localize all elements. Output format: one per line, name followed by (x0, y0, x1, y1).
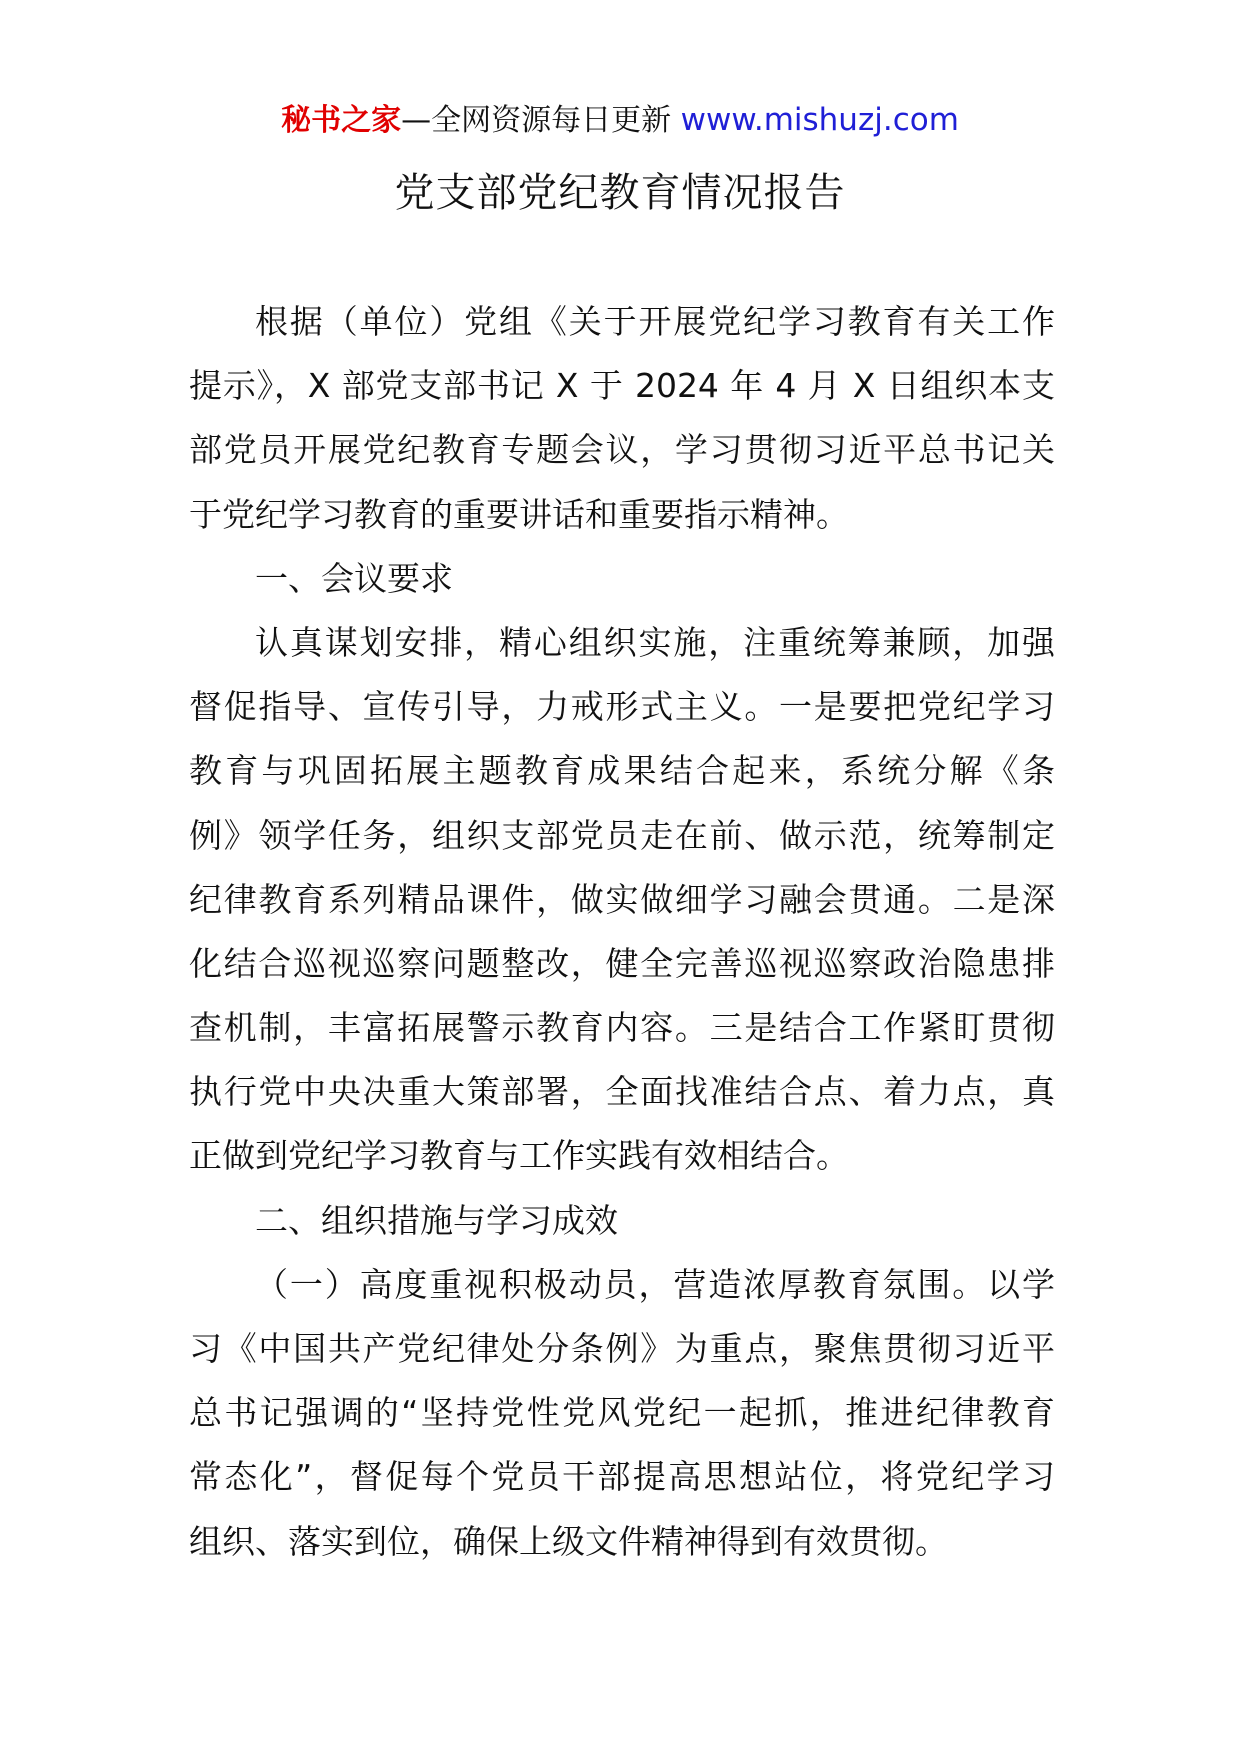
section-heading: 一、会议要求 (255, 558, 453, 598)
document-title: 党支部党纪教育情况报告 (394, 170, 846, 216)
paragraph-line: 例》领学任务，组织支部党员走在前、做示范，统筹制定 (189, 815, 1055, 855)
document-body (189, 290, 1055, 1574)
section-heading: 二、组织措施与学习成效 (255, 1200, 618, 1240)
paragraph-line: 查机制，丰富拓展警示教育内容。三是结合工作紧盯贯彻 (189, 1008, 1055, 1048)
paragraph-line: 教育与巩固拓展主题教育成果结合起来，系统分解《条 (189, 751, 1055, 791)
site-header (0, 98, 1240, 143)
paragraph-line: 正做到党纪学习教育与工作实践有效相结合。 (189, 1136, 849, 1176)
paragraph-line: 化结合巡视巡察问题整改，健全完善巡视巡察政治隐患排 (189, 943, 1055, 983)
paragraph-line: 部党员开展党纪教育专题会议，学习贯彻习近平总书记关 (189, 430, 1055, 470)
paragraph-line: 组织、落实到位，确保上级文件精神得到有效贯彻。 (189, 1521, 948, 1561)
paragraph-line: 认真谋划安排，精心组织实施，注重统筹兼顾，加强 (255, 622, 1055, 662)
paragraph-line: （一）高度重视积极动员，营造浓厚教育氛围。以学 (255, 1264, 1055, 1304)
paragraph-line: 常态化”，督促每个党员干部提高思想站位，将党纪学习 (189, 1457, 1055, 1497)
paragraph-line: 根据（单位）党组《关于开展党纪学习教育有关工作 (255, 302, 1055, 341)
paragraph-line: 提示》，X 部党支部书记 X 于 2024 年 4 月 X 日组织本支 (189, 366, 1055, 406)
paragraph-line: 习《中国共产党纪律处分条例》为重点，聚焦贯彻习近平 (189, 1329, 1055, 1368)
paragraph-line: 督促指导、宣传引导，力戒形式主义。一是要把党纪学习 (189, 687, 1055, 727)
site-slogan: —全网资源每日更新 (401, 103, 672, 138)
paragraph-line: 于党纪学习教育的重要讲话和重要指示精神。 (189, 494, 849, 534)
paragraph-line: 总书记强调的“坚持党性党风党纪一起抓，推进纪律教育 (189, 1393, 1055, 1433)
site-brand: 秘书之家 (281, 103, 402, 138)
paragraph-line: 纪律教育系列精品课件，做实做细学习融会贯通。二是深 (189, 879, 1055, 919)
paragraph-line: 执行党中央决重大策部署，全面找准结合点、着力点，真 (189, 1072, 1055, 1112)
site-url-link[interactable]: www.mishuzj.com (680, 102, 959, 138)
